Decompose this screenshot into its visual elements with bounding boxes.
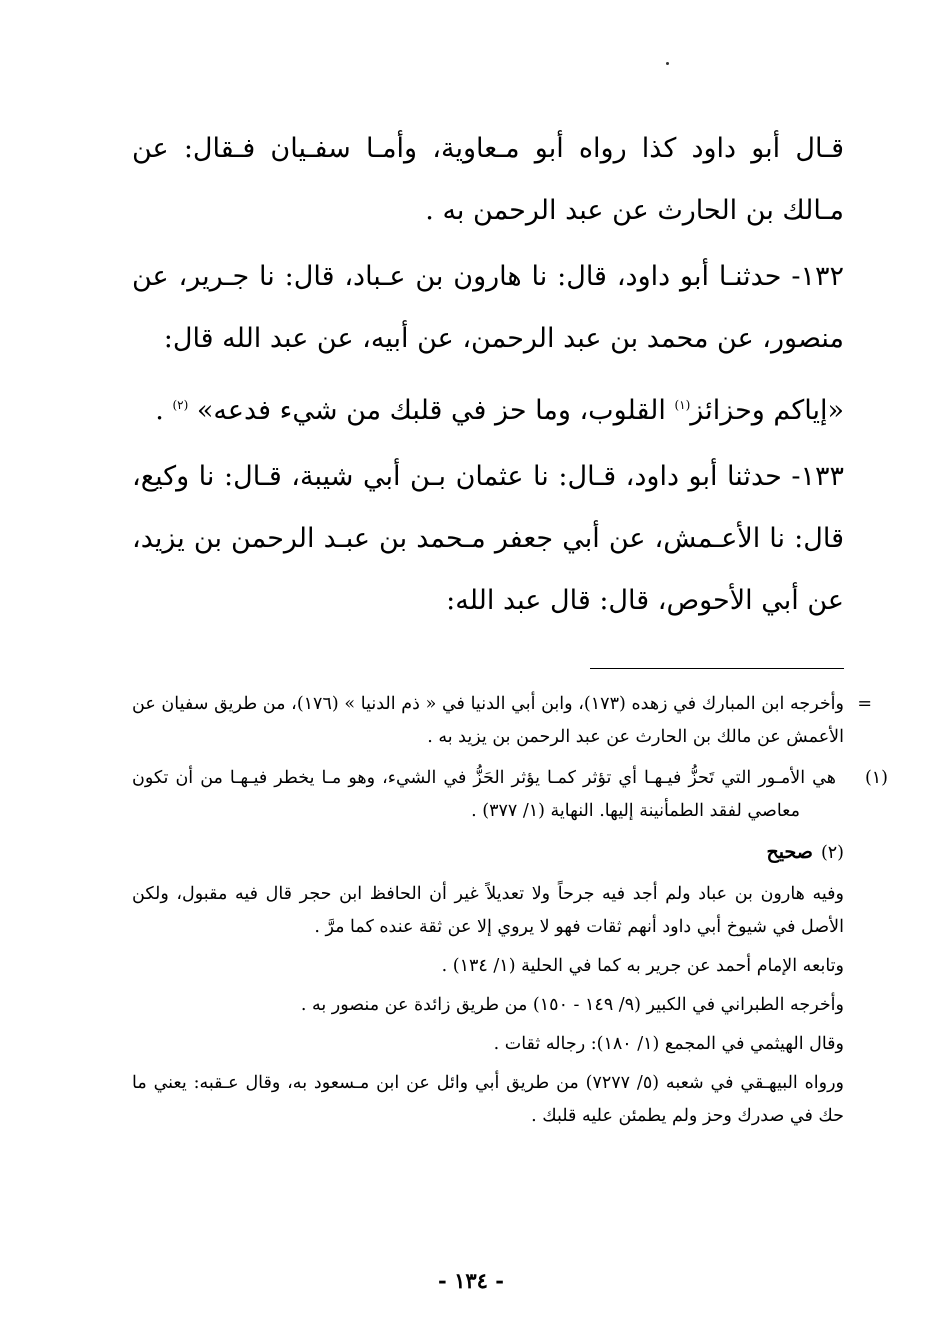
footnote-2-grade: صحيح (766, 841, 813, 863)
footnote-divider (590, 668, 844, 669)
footnote-2-line: وفيه هارون بن عباد ولم أجد فيه جرحاً ولا تعديلاً غير أن الحافظ ابن حجر قال فيه مقبول، ولكن الأصل في شيوخ أبي داود أنهم ثقات فهو لا يروي إلا عن ثقة عنده كما مرَّ . (132, 884, 844, 937)
print-speck (666, 62, 669, 65)
hadith-132-text (132, 374, 844, 442)
footnote-1-text: هي الأمـور التي تَحزُّ فيـهـا أي تؤثر كمـا يؤثر الحَزُّ في الشيء، وهو مـا يخطر فيـهـا من أن تكون معاصي لفقد الطمأنينة إليها. النهاية (١/ ٣٧٧) . (132, 768, 836, 821)
paragraph-1: قـال أبو داود كذا رواه أبو مـعاوية، وأمـا سفـيان فـقال: عن مـالك بن الحارث عن عبد الرحمن به . (132, 133, 844, 226)
hadith-132-quote-b: القلوب، وما حز في قلبك من شيء فدعه» (196, 395, 675, 426)
footnotes (132, 688, 888, 1139)
hadith-132-quote-a: «إياكم وحزائز (690, 395, 844, 426)
footnote-2-line: وأخرجه الطبراني في الكبير (٩/ ١٤٩ - ١٥٠) من طريق زائدة عن منصور به . (300, 995, 844, 1015)
hadith-133: ١٣٣- حدثنا أبو داود، قـال: نا عثمان بـن أبي شيبة، قـال: نا وكيع، قال: نا الأعـمش، عن أبي جعفر مـحمد بن عبـد الرحمن بن يزيد، عن أبي الأحوص، قال: قال عبد الله: (132, 461, 844, 616)
footnote-continuation (132, 688, 872, 754)
footnote-2-number: (٢) (820, 843, 844, 863)
footnote-continuation-text: وأخرجه ابن المبارك في زهده (١٧٣)، وابن أبي الدنيا في « ذم الدنيا » (١٧٦)، من طريق سفيان عن الأعمش عن مالك بن الحارث عن عبد الرحمن بن يزيد به . (132, 694, 844, 747)
footnote-2-line: ورواه البيهـقي في شعبه (٥/ ٧٢٧٧) من طريق أبي وائل عن ابن مـسعود به، وقال عـقبه: يعني ما حك في صدرك وحز ولم يطمئن عليه قلبك . (132, 1073, 844, 1126)
footnote-2-heading (132, 836, 844, 870)
footnote-2-line: وقال الهيثمي في المجمع (١/ ١٨٠): رجاله ثقات . (493, 1034, 844, 1054)
hadith-132-quote-c: . (155, 395, 173, 426)
main-text (132, 118, 844, 636)
footnote-ref-1: (١) (674, 398, 691, 412)
hadith-132: ١٣٢- حدثنـا أبو داود، قال: نا هارون بن عـباد، قال: نا جـرير، عن منصور، عن محمد بن عبد الرحمن، عن أبيه، عن عبد الله قال: (132, 261, 844, 354)
footnote-ref-2: (٢) (172, 398, 189, 412)
continuation-mark: = (857, 694, 872, 714)
footnote-2-line: وتابعه الإمام أحمد عن جرير به كما في الحلية (١/ ١٣٤) . (441, 956, 844, 976)
footnote-1: (١)هي الأمـور التي تَحزُّ فيـهـا أي تؤثر كمـا يؤثر الحَزُّ في الشيء، وهو مـا يخطر فيـهـا من أن تكون معاصي لفقد الطمأنينة إليها. النهاية (١/ ٣٧٧) . (132, 768, 888, 821)
page-number: - ١٣٤ - (438, 1268, 504, 1293)
